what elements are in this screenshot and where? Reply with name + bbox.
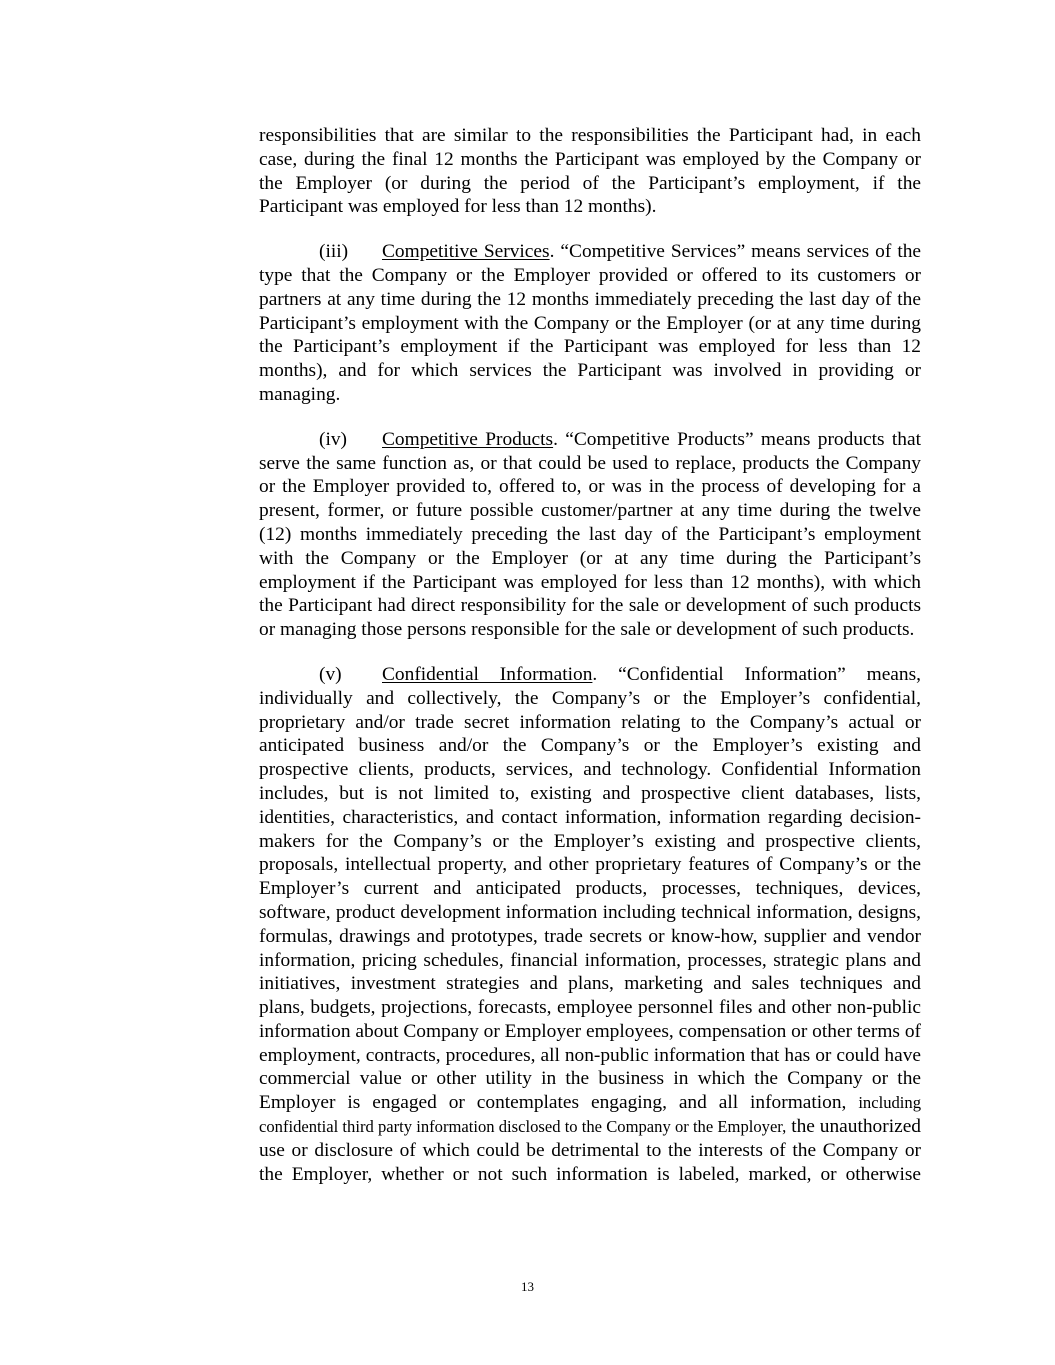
section-heading: Confidential Information bbox=[382, 663, 593, 685]
section-number: (iv) bbox=[319, 428, 347, 450]
section-text-tail: the unauthorized use or disclosure of which could be detrimental to the interests of the Company or the Employer, whether or not such information is labeled, marked, or otherwise bbox=[259, 1116, 922, 1185]
section-competitive-services bbox=[259, 240, 921, 407]
section-text: . “Competitive Services” means services of the type that the Company or the Employer provided or offered to its customers or partners at any time during the 12 months immediately preceding the last day of the Participant’s employment with the Company or the Employer (or at any time during the Participant’s employment if the Participant was employed for less than 12 months), and for which services the Participant was involved in providing or managing. bbox=[259, 241, 922, 405]
section-text-small: including confidential third party information disclosed to the Company or the Employer, bbox=[259, 1093, 921, 1137]
section-number: (v) bbox=[319, 663, 342, 685]
section-confidential-information bbox=[259, 663, 921, 1187]
section-competitive-products bbox=[259, 428, 921, 642]
document-body bbox=[259, 124, 921, 1207]
paragraph-text: responsibilities that are similar to the responsibilities the Participant had, in each case, during the final 12 months the Participant was employed by the Company or the Employer (or during the period of the Participant’s employment, if the Participant was employed for less than 12 months). bbox=[259, 125, 921, 218]
section-heading: Competitive Services bbox=[382, 241, 550, 263]
section-number: (iii) bbox=[319, 241, 349, 263]
paragraph-continuation bbox=[259, 124, 921, 219]
section-text: . “Competitive Products” means products that serve the same function as, or that could be used to replace, products the Company or the Employer provided to, offered to, or was in the process of developing for a present, former, or future possible customer/partner at any time during the twelve (12) months immediately preceding the last day of the Participant’s employment with the Company or the Employer (or at any time during the Participant’s employment if the Participant was employed for less than 12 months), with which the Participant had direct responsibility for the sale or development of such products or managing those persons responsible for the sale or development of such products. bbox=[259, 428, 921, 641]
page-number: 13 bbox=[521, 1279, 534, 1294]
section-heading: Competitive Products bbox=[382, 428, 554, 450]
section-text: . “Confidential Information” means, individually and collectively, the Company’s or the Employer’s confidential, proprietary and/or trade secret information relating to the Company’s actual or anticipated business and/or the Company’s or the Employer’s existing and prospective clients, products, services, and technology. Confidential Information includes, but is not limited to, existing and prospective client databases, lists, identities, characteristics, and contact information, information regarding decision-makers for the Company’s or the Employer’s existing and prospective clients, proposals, intellectual property, and other proprietary features of Company’s or the Employer’s current and anticipated products, processes, techniques, devices, software, product development information including technical information, designs, formulas, drawings and prototypes, trade secrets or know-how, supplier and vendor information, pricing schedules, financial information, processes, strategic plans and initiatives, investment strategies and plans, marketing and sales techniques and plans, budgets, projections, forecasts, employee personnel files and other non-public information about Company or Employer employees, compensation or other terms of employment, contracts, procedures, all non-public information that has or could have commercial value or other utility in the business in which the Company or the Employer is engaged or contemplates engaging, and all information, bbox=[259, 663, 921, 1114]
